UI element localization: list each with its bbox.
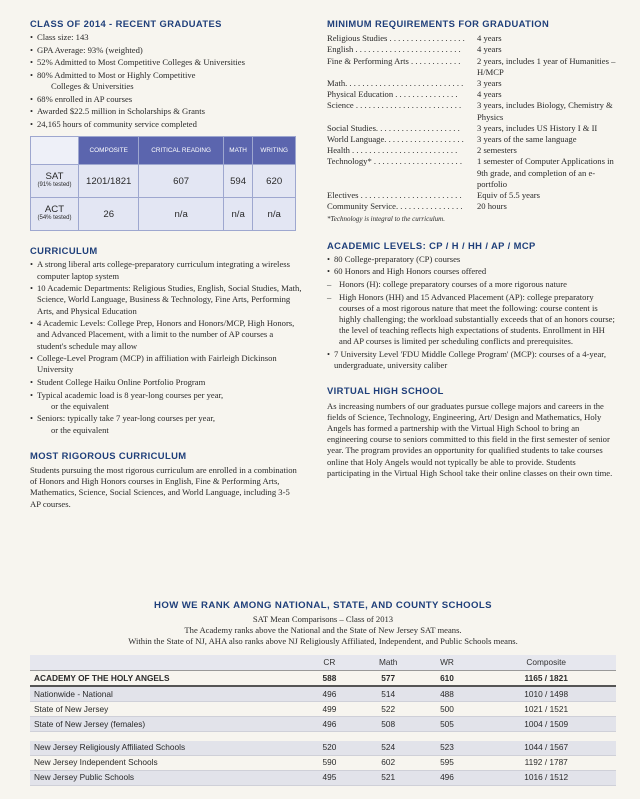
- requirement-row: Religious Studies . . . . . . . . . . . . . . . . . . 4 years: [327, 33, 502, 44]
- vhs-text: As increasing numbers of our graduates pursue college majors and careers in the fields of Science, Technology, Engineering, Art/ Design and Mathematics, Holy Angels has formed a partnership with the Virtual High School to bring an engineering course to seniors committed to this field in the first semester of senior year. The program provides an opportunity for qualified students to take courses online that Holy Angels would not typically be able to provide. Students participating in the Virtual High School take their online classes on their own time.: [327, 400, 613, 478]
- ranking-caption: SAT Mean Comparisons – Class of 2013: [252, 614, 394, 625]
- row-label: ACT (54% tested): [31, 198, 79, 231]
- requirement-row: Social Studies. . . . . . . . . . . . . . . . . . . . 3 years, includes US History I & II: [327, 122, 598, 133]
- table-row: SAT (91% tested) 1201/1821 607 594 620: [31, 165, 296, 198]
- table-header: CRITICAL READING: [139, 137, 223, 165]
- list-item: • 68% enrolled in AP courses: [30, 94, 302, 105]
- requirement-row: Community Service. . . . . . . . . . . . . . . . 20 hours: [327, 201, 507, 212]
- list-item: • 4 Academic Levels: College Prep, Honors and Honors/MCP, High Honors, and Advanced Placement, with a limit to the number of AP courses a student's schedule may allow: [30, 318, 302, 352]
- requirement-row: Health . . . . . . . . . . . . . . . . . . . . . . . . . 2 semesters: [327, 145, 517, 156]
- table-row: New Jersey Independent Schools 590 602 595 1192 / 1787: [30, 755, 616, 770]
- ranking-table: [30, 655, 616, 786]
- ranking-section: [30, 600, 616, 786]
- list-item: • Typical academic load is 8 year-long courses per year, or the equivalent: [30, 390, 302, 412]
- curriculum-heading: CURRICULUM: [30, 245, 98, 257]
- column-header: WR: [418, 655, 477, 671]
- ranking-caption: The Academy ranks above the National and the State of New Jersey SAT means.: [184, 625, 462, 636]
- requirement-row: Fine & Performing Arts . . . . . . . . . . . . 2 years, includes 1 year of Humanities – H/MCP: [327, 55, 616, 77]
- left-column: [30, 18, 302, 510]
- list-item: • College-Level Program (MCP) in affiliation with Fairleigh Dickinson University: [30, 353, 302, 375]
- ranking-caption: Within the State of NJ, AHA also ranks above NJ Religiously Affiliated, Independent, and Public Schools means.: [128, 636, 518, 647]
- table-row: State of New Jersey (females) 496 508 505 1004 / 1509: [30, 717, 616, 732]
- table-row: ACADEMY OF THE HOLY ANGELS 588 577 610 1165 / 1821: [30, 671, 616, 686]
- list-item: • 80 College-preparatory (CP) courses: [327, 254, 617, 265]
- table-row: ACT (54% tested) 26 n/a n/a n/a: [31, 198, 296, 231]
- table-header: MATH: [223, 137, 253, 165]
- requirement-row: Science . . . . . . . . . . . . . . . . . . . . . . . . . 3 years, includes Biology, Chemistry & Physics: [327, 100, 613, 122]
- requirements-heading: MINIMUM REQUIREMENTS FOR GRADUATION: [327, 18, 550, 29]
- requirement-row: Electives . . . . . . . . . . . . . . . . . . . . . . . . Equiv of 5.5 years: [327, 190, 541, 201]
- list-item: • Class size: 143: [30, 32, 302, 43]
- list-item: • Student College Haiku Online Portfolio Program: [30, 377, 302, 388]
- table-header: COMPOSITE: [79, 137, 139, 165]
- right-column: [327, 18, 617, 479]
- requirement-row: English . . . . . . . . . . . . . . . . . . . . . . . . . 4 years: [327, 44, 502, 55]
- levels-heading: ACADEMIC LEVELS: CP / H / HH / AP / MCP: [327, 239, 536, 251]
- list-item: • GPA Average: 93% (weighted): [30, 45, 302, 56]
- list-item: • 52% Admitted to Most Competitive Colleges & Universities: [30, 57, 302, 68]
- list-item: • A strong liberal arts college-preparatory curriculum integrating a wireless computer laptop system: [30, 259, 302, 281]
- list-item: • 7 University Level 'FDU Middle College Program' (MCP): courses of a 4-year, undergraduate, university caliber: [327, 349, 617, 371]
- technology-note: *Technology is integral to the curriculum.: [327, 215, 445, 224]
- column-header: CR: [300, 655, 359, 671]
- vhs-heading: VIRTUAL HIGH SCHOOL: [327, 385, 444, 397]
- table-row: State of New Jersey 499 522 500 1021 / 1521: [30, 702, 616, 717]
- column-header: Math: [359, 655, 418, 671]
- list-item: • 80% Admitted to Most or Highly Competitive Colleges & Universities: [30, 70, 302, 92]
- curriculum-list: [30, 259, 302, 435]
- list-item: • Seniors: typically take 7 year-long courses per year, or the equivalent: [30, 413, 302, 435]
- requirements-list: [327, 33, 617, 212]
- list-item: • 60 Honors and High Honors courses offered: [327, 266, 617, 277]
- test-scores-table: [30, 136, 296, 231]
- ranking-heading: HOW WE RANK AMONG NATIONAL, STATE, AND COUNTY SCHOOLS: [154, 600, 492, 611]
- row-label: SAT (91% tested): [31, 165, 79, 198]
- list-item: • 24,165 hours of community service completed: [30, 119, 302, 130]
- table-row: Nationwide - National 496 514 488 1010 / 1498: [30, 686, 616, 701]
- requirement-row: World Language. . . . . . . . . . . . . . . . . . . 3 years of the same language: [327, 134, 577, 145]
- requirement-row: Math. . . . . . . . . . . . . . . . . . . . . . . . . . . . 3 years: [327, 78, 502, 89]
- requirement-row: Physical Education . . . . . . . . . . . . . . . 4 years: [327, 89, 502, 100]
- list-item: – Honors (H): college preparatory courses of a more rigorous nature: [327, 279, 617, 290]
- table-row: New Jersey Public Schools 495 521 496 1016 / 1512: [30, 770, 616, 785]
- list-item: • Awarded $22.5 million in Scholarships & Grants: [30, 106, 302, 117]
- class-stats-list: [30, 32, 302, 130]
- table-header: WRITING: [253, 137, 296, 165]
- list-item: • 10 Academic Departments: Religious Studies, English, Social Studies, Math, Science, World Language, Business & Technology, Fine Arts, Performing Arts, and Physical Education: [30, 283, 302, 317]
- levels-list: [327, 254, 617, 372]
- rigorous-heading: MOST RIGOROUS CURRICULUM: [30, 449, 187, 461]
- requirement-row: Technology* . . . . . . . . . . . . . . . . . . . . . 1 semester of Computer Applications in 9th grade, and completion of an e-portfolio: [327, 156, 614, 189]
- table-row: New Jersey Religiously Affiliated Schools 520 524 523 1044 / 1567: [30, 741, 616, 755]
- list-item: – High Honors (HH) and 15 Advanced Placement (AP): college preparatory courses of a most rigorous nature that meet the following: course content is highly challenging; the workload substantially exceeds that of an honors course; the level of teaching reflects high expectations of students. Enrollment in HH and AP courses is limited per scheduling conflicts and prerequisites.: [327, 292, 617, 348]
- rigorous-text: Students pursuing the most rigorous curriculum are enrolled in a combination of Honors and High Honors courses in English, Fine & Performing Arts, Mathematics, Science, Social Sciences, and World Language, including 3-5 AP courses.: [30, 464, 297, 509]
- class-heading: CLASS OF 2014 - RECENT GRADUATES: [30, 18, 222, 29]
- column-header: Composite: [476, 655, 616, 671]
